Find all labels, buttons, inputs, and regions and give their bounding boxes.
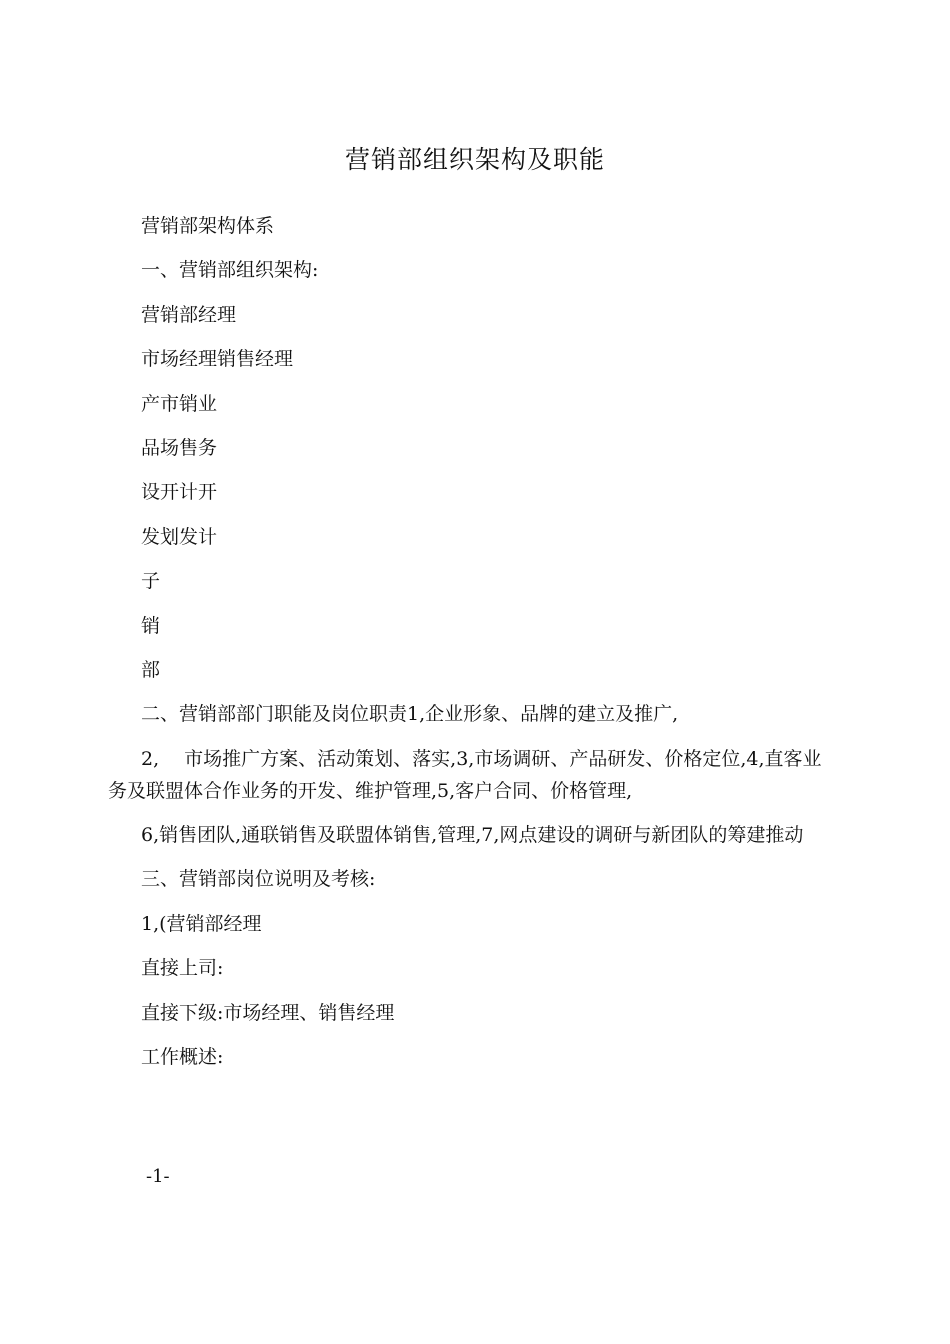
- org-item: 部: [141, 658, 161, 681]
- org-item: 子: [141, 570, 161, 593]
- org-item: 销: [141, 614, 161, 637]
- document-title: 营销部组织架构及职能: [344, 145, 605, 174]
- position-title: 1,(营销部经理: [141, 912, 262, 935]
- position-overview: 工作概述:: [141, 1046, 224, 1069]
- duties-paragraph: 2, 市场推广方案、活动策划、落实,3,市场调研、产品研发、价格定位,4,直客业务及联盟体合作业务的开发、维护管理,5,客户合同、价格管理,: [108, 747, 822, 802]
- org-item: 发划发计: [141, 525, 218, 548]
- section-heading-positions: 三、营销部岗位说明及考核:: [141, 868, 376, 891]
- org-item: 品场售务: [141, 436, 218, 459]
- position-superior: 直接上司:: [141, 957, 224, 980]
- position-subordinates: 直接下级:市场经理、销售经理: [141, 1001, 395, 1024]
- section-heading-org: 一、营销部组织架构:: [141, 259, 319, 282]
- org-item: 产市销业: [141, 392, 218, 415]
- org-item: 设开计开: [141, 481, 218, 504]
- org-item: 市场经理销售经理: [141, 348, 294, 371]
- section-heading-architecture: 营销部架构体系: [141, 215, 275, 237]
- org-item: 营销部经理: [141, 303, 237, 326]
- duties-paragraph: 6,销售团队,通联销售及联盟体销售,管理,7,网点建设的调研与新团队的筹建推动: [141, 824, 804, 847]
- section-heading-duties: 二、营销部部门职能及岗位职责1,企业形象、品牌的建立及推广,: [141, 703, 679, 726]
- document-body: [108, 210, 838, 1085]
- page-number: -1-: [146, 1166, 170, 1187]
